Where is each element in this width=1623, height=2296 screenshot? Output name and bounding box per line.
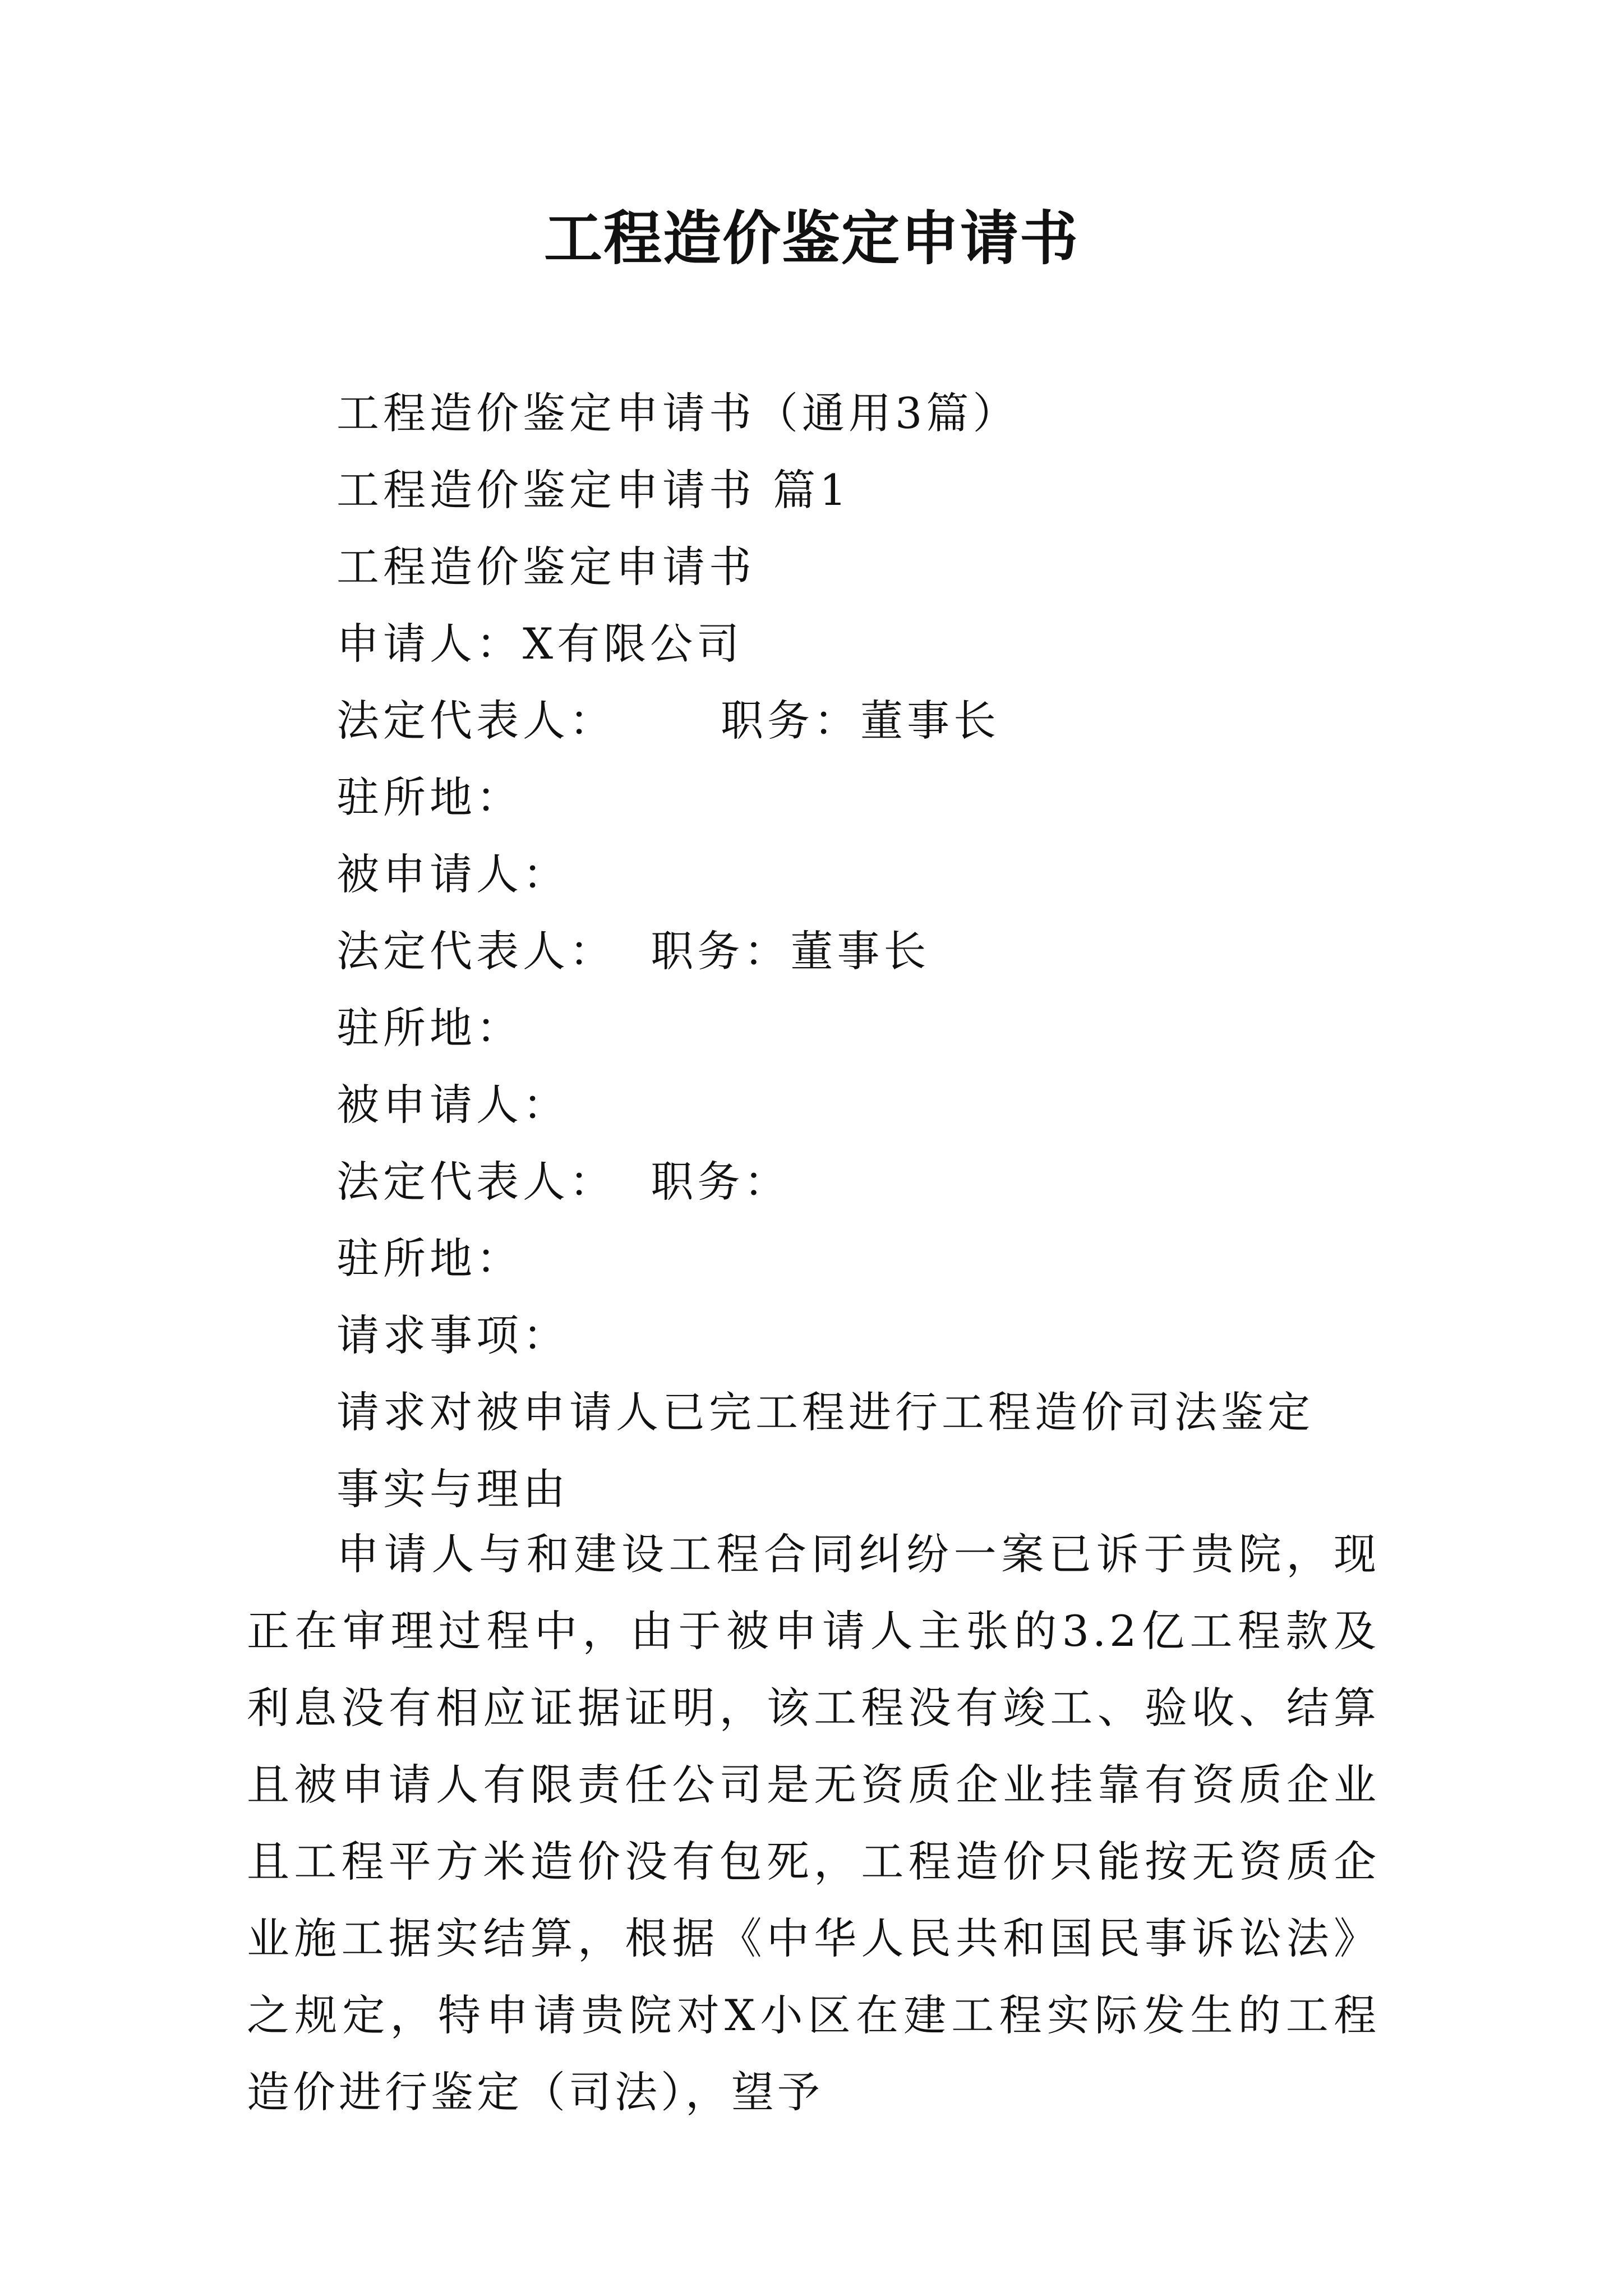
subtitle-collection: 工程造价鉴定申请书（通用3篇） (336, 388, 1020, 438)
respondent-1-legal-rep-line: 法定代表人： 职务：董事长 (336, 926, 930, 976)
request-content: 请求对被申请人已完工程进行工程造价司法鉴定 (336, 1387, 1314, 1437)
applicant-line: 申请人：X有限公司 (336, 619, 744, 669)
request-heading: 请求事项： (336, 1310, 569, 1360)
document-header-lines (336, 375, 1458, 1527)
facts-paragraph: 申请人与和建设工程合同纠纷一案已诉于贵院，现正在审理过程中，由于被申请人主张的3.2亿工程款及利息没有相应证据证明，该工程没有竣工、验收、结算且被申请人有限责任公司是无资质企业挂靠有资质企业且工程平方米造价没有包死，工程造价只能按无资质企业施工据实结算，根据《中华人民共和国民事诉讼法》之规定，特申请贵院对X小区在建工程实际发生的工程造价进行鉴定（司法），望予 (247, 1529, 1380, 2117)
subtitle-part-1: 工程造价鉴定申请书 篇1 (336, 465, 851, 515)
respondent-1-address-line: 驻所地： (336, 1003, 523, 1053)
applicant-legal-rep-line: 法定代表人： 职务：董事长 (336, 696, 1000, 746)
section-title: 工程造价鉴定申请书 (336, 542, 755, 592)
document-title: 工程造价鉴定申请书 (543, 204, 1079, 273)
respondent-2-legal-rep-line: 法定代表人： 职务： (336, 1157, 791, 1207)
applicant-address-line: 驻所地： (336, 772, 523, 822)
respondent-2-line: 被申请人： (336, 1080, 569, 1130)
facts-heading: 事实与理由 (336, 1464, 569, 1514)
respondent-2-address-line: 驻所地： (336, 1234, 523, 1283)
respondent-1-line: 被申请人： (336, 849, 569, 899)
